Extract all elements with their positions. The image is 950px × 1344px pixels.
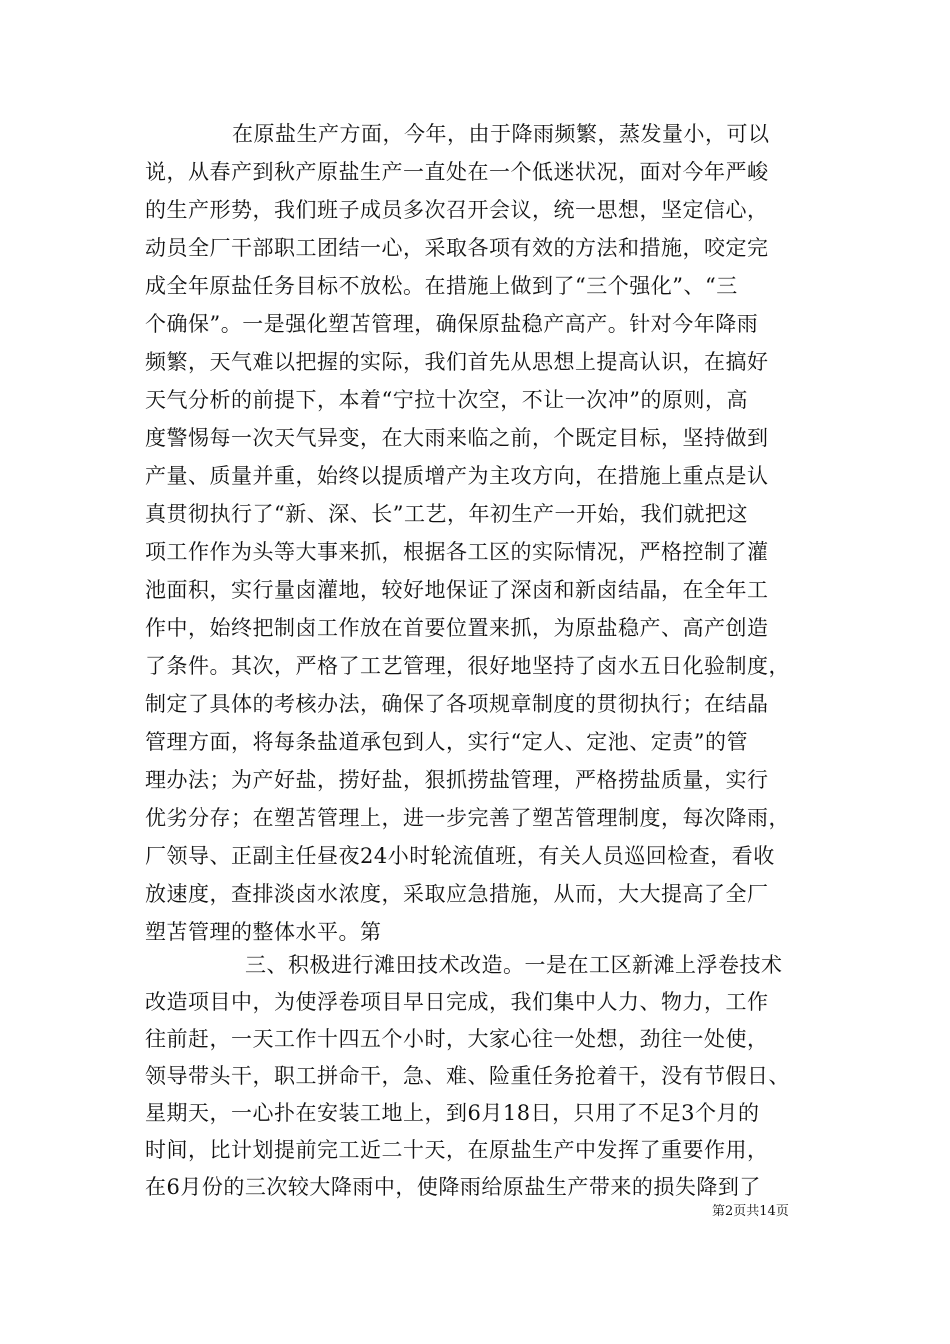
text-line: 往前赶，一天工作十四五个小时，大家心往一处想，劲往一处使， (145, 1027, 769, 1051)
text-line: 制定了具体的考核办法，确保了各项规章制度的贯彻执行；在结晶 (145, 692, 769, 716)
text-line: 频繁，天气难以把握的实际，我们首先从思想上提高认识，在搞好 (145, 350, 769, 374)
text-line: 改造项目中，为使浮卷项目早日完成，我们集中人力、物力，工作 (145, 990, 769, 1014)
text-line: 优劣分存；在塑苫管理上，进一步完善了塑苫管理制度，每次降雨， (145, 806, 790, 830)
text-line: 在6月份的三次较大降雨中，使降雨给原盐生产带来的损失降到了 (145, 1175, 761, 1199)
text-line: 天气分析的前提下，本着“宁拉十次空，不让一次冲”的原则，高 (145, 388, 748, 412)
text-line: 真贯彻执行了“新、深、长”工艺，年初生产一开始，我们就把这 (145, 502, 748, 526)
text-line: 池面积，实行量卤灌地，较好地保证了深卤和新卤结晶，在全年工 (145, 578, 769, 602)
text-line: 领导带头干，职工拼命干，急、难、险重任务抢着干，没有节假日、 (145, 1064, 790, 1088)
text-line: 星期天，一心扑在安装工地上，到6月18日，只用了不足3个月的 (145, 1101, 760, 1125)
text-line: 理办法；为产好盐，捞好盐，狠抓捞盐管理，严格捞盐质量，实行 (145, 768, 769, 792)
page-number: 第2页共14页 (712, 1204, 789, 1219)
text-line: 说，从春产到秋产原盐生产一直处在一个低迷状况，面对今年严峻 (145, 160, 769, 184)
text-line: 塑苫管理的整体水平。第 (145, 920, 382, 944)
text-line: 时间，比计划提前完工近二十天，在原盐生产中发挥了重要作用， (145, 1138, 769, 1162)
text-line: 个确保”。一是强化塑苫管理，确保原盐稳产高产。针对今年降雨 (145, 312, 759, 336)
text-line: 三、积极进行滩田技术改造。一是在工区新滩上浮卷技术 (245, 953, 783, 977)
text-line: 了条件。其次，严格了工艺管理，很好地坚持了卤水五日化验制度， (145, 654, 790, 678)
text-line: 项工作作为头等大事来抓，根据各工区的实际情况，严格控制了灌 (145, 540, 769, 564)
text-line: 度警惕每一次天气异变，在大雨来临之前，个既定目标，坚持做到 (145, 426, 769, 450)
text-line: 产量、质量并重，始终以提质增产为主攻方向，在措施上重点是认 (145, 464, 769, 488)
text-line: 管理方面，将每条盐道承包到人，实行“定人、定池、定责”的管 (145, 730, 748, 754)
text-line: 作中，始终把制卤工作放在首要位置来抓，为原盐稳产、高产创造 (145, 616, 769, 640)
text-line: 放速度，查排淡卤水浓度，采取应急措施，从而，大大提高了全厂 (145, 882, 769, 906)
text-line: 成全年原盐任务目标不放松。在措施上做到了“三个强化”、“三 (145, 274, 738, 298)
text-line: 厂领导、正副主任昼夜24小时轮流值班，有关人员巡回检查，看收 (145, 844, 775, 868)
text-line: 动员全厂干部职工团结一心，采取各项有效的方法和措施，咬定完 (145, 236, 769, 260)
text-line: 的生产形势，我们班子成员多次召开会议，统一思想，坚定信心， (145, 198, 769, 222)
text-line: 在原盐生产方面，今年，由于降雨频繁，蒸发量小，可以 (232, 122, 770, 146)
